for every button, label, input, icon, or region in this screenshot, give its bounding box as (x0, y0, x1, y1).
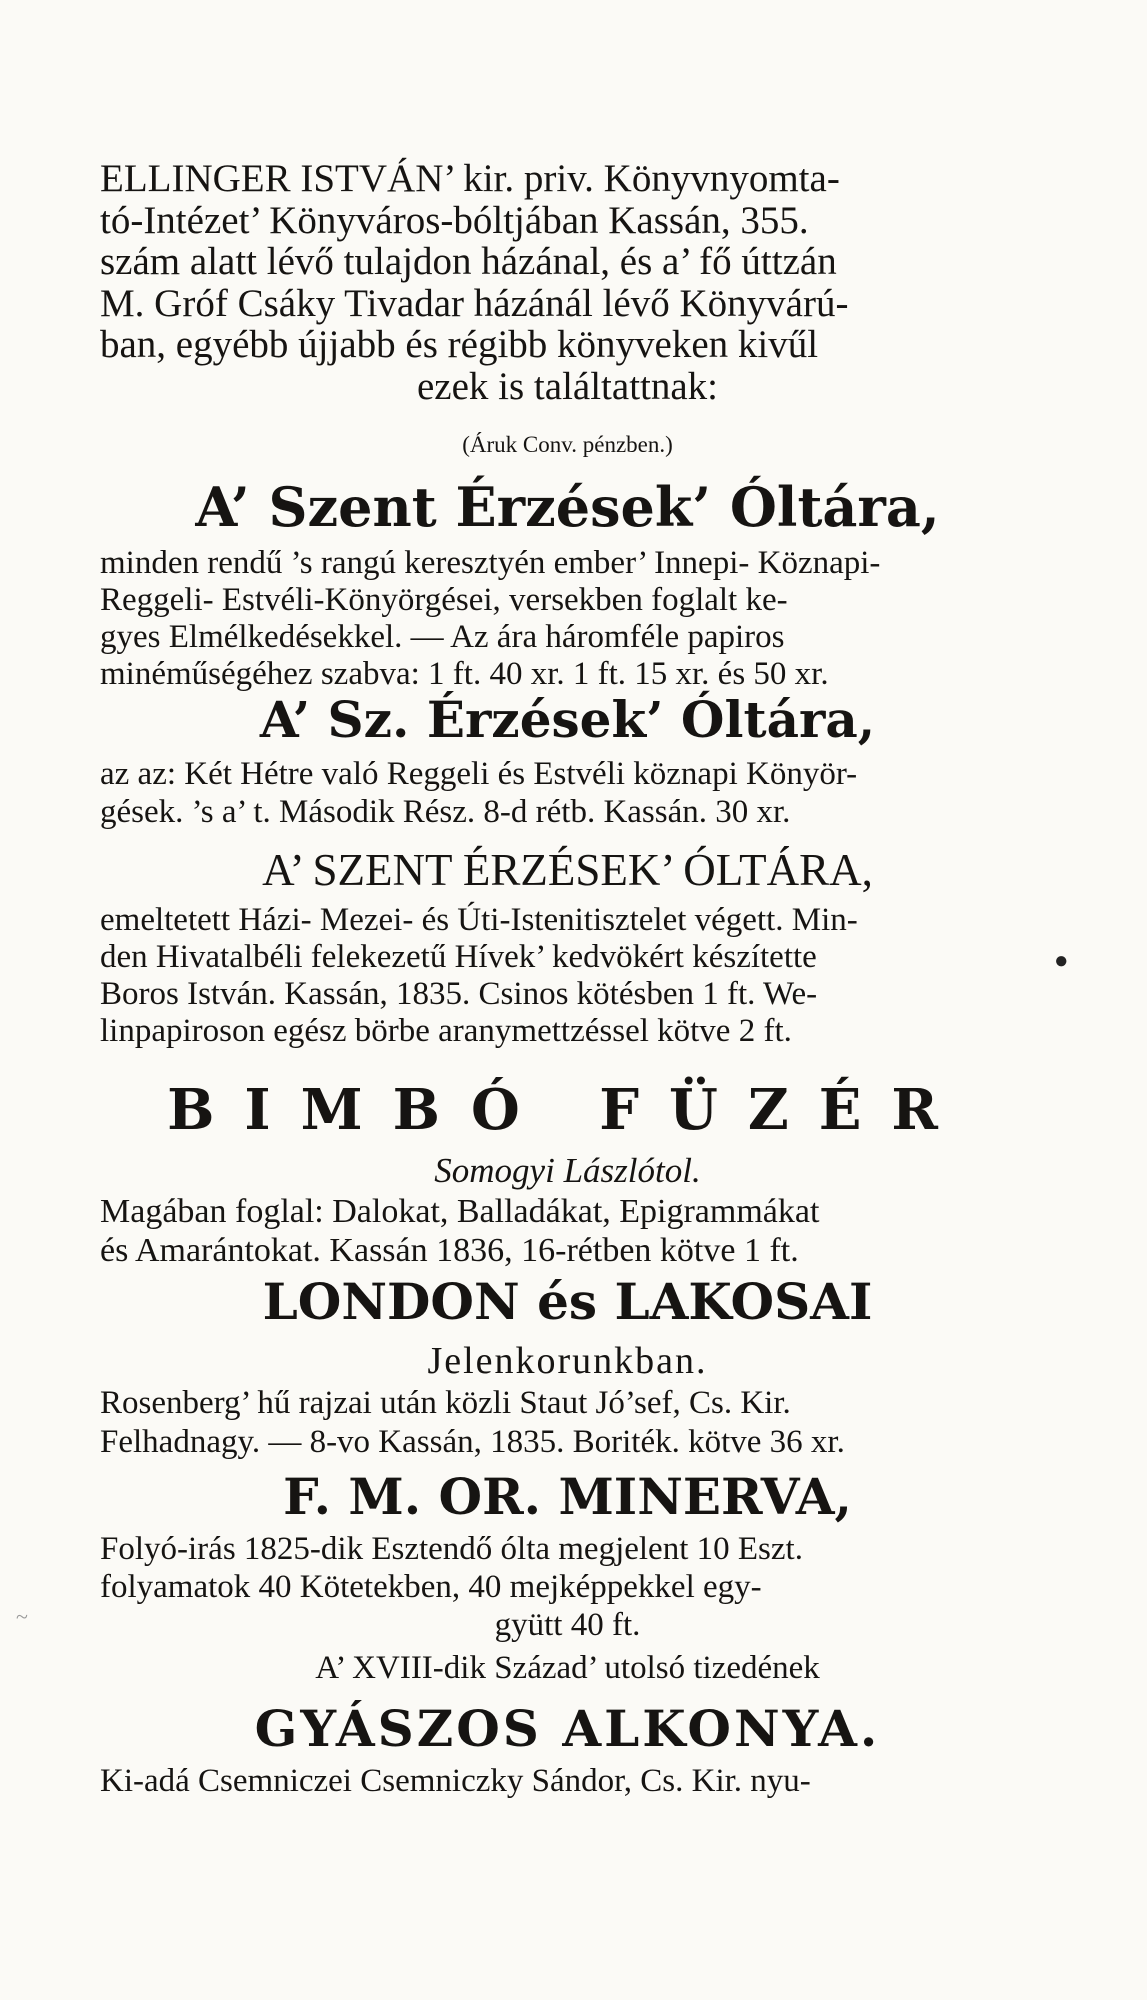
entry-line: és Amarántokat. Kassán 1836, 16-rétben kötve 1 ft. (100, 1232, 799, 1269)
entry-pre-title: A’ XVIII-dik Század’ utolsó tizedének (315, 1650, 820, 1686)
entry-body (100, 1192, 1035, 1270)
entry-line: folyamatok 40 Kötetekben, 40 mejképpekkel egy- (100, 1569, 762, 1605)
entry-subtitle: Somogyi Lászlótol. (434, 1151, 701, 1190)
entry-line: Reggeli- Estvéli-Könyörgései, versekben foglalt ke- (100, 582, 788, 618)
entry-line: linpapiroson egész börbe aranymettzéssel kötve 2 ft. (100, 1013, 792, 1049)
intro-line: ban, egyébb újjabb és régibb könyveken kivűl (100, 323, 819, 366)
entry-line: gések. ’s a’ t. Második Rész. 8-d rétb. Kassán. 30 xr. (100, 794, 791, 830)
entry-body (100, 1384, 1035, 1462)
entry-title: BIMBÓ FÜZÉR (167, 1077, 968, 1143)
entry-line: az az: Két Hétre való Reggeli és Estvéli köznapi Könyör- (100, 756, 858, 792)
entry-line: minéműségéhez szabva: 1 ft. 40 xr. 1 ft. 15 xr. és 50 xr. (100, 656, 829, 692)
entry-body (100, 1530, 1035, 1644)
entry-body (100, 755, 1035, 831)
entry-line: Folyó-irás 1825-dik Esztendő ólta megjelent 10 Eszt. (100, 1531, 803, 1567)
entry-body (100, 902, 1035, 1050)
intro-block (100, 158, 1035, 407)
entry-line: Ki-adá Csemniczei Csemniczky Sándor, Cs. Kir. nyu- (100, 1763, 811, 1799)
entry-body (100, 545, 1035, 693)
entry-title: LONDON és LAKOSAI (262, 1272, 873, 1331)
intro-line: ezek is találtattnak: (416, 364, 719, 408)
intro-line: tó-Intézet’ Könyváros-bóltjában Kassán, 355. (100, 198, 809, 242)
intro-line: szám alatt lévő tulajdon házánal, és a’ fő úttzán (100, 240, 837, 283)
entry-title: A’ Szent Érzések’ Óltára, (195, 475, 940, 539)
entry-line: Felhadnagy. — 8-vo Kassán, 1835. Boriték. kötve 36 xr. (100, 1424, 845, 1460)
entry-title: GYÁSZOS ALKONYA. (254, 1699, 881, 1758)
intro-line: ELLINGER ISTVÁN’ kir. priv. Könyvnyomta- (100, 157, 840, 200)
price-note: (Áruk Conv. pénzben.) (462, 432, 673, 457)
entry-line: gyütt 40 ft. (494, 1607, 641, 1643)
intro-line: M. Gróf Csáky Tivadar házánál lévő Könyvárú- (100, 281, 849, 325)
scan-speck: ● (1054, 948, 1069, 974)
entry-line: minden rendű ’s rangú keresztyén ember’ Innepi- Köznapi- (100, 545, 881, 581)
entry-line: Boros István. Kassán, 1835. Csinos kötésben 1 ft. We- (100, 976, 818, 1012)
entry-title: A’ Sz. Érzések’ Óltára, (259, 690, 876, 749)
entry-line: emeltetett Házi- Mezei- és Úti-Istenitisztelet végett. Min- (100, 902, 858, 938)
scan-speck: ~ (16, 1604, 28, 1629)
entry-line: Magában foglal: Dalokat, Balladákat, Epigrammákat (100, 1193, 820, 1230)
entry-body (100, 1762, 1035, 1800)
entry-line: Rosenberg’ hű rajzai után közli Staut Jó’sef, Cs. Kir. (100, 1385, 791, 1421)
entry-line: den Hivatalbéli felekezetű Hívek’ kedvökért készítette (100, 939, 817, 975)
entry-title: A’ SZENT ÉRZÉSEK’ ÓLTÁRA, (262, 845, 873, 895)
entry-line: gyes Elmélkedésekkel. — Az ára háromféle papiros (100, 619, 785, 655)
entry-subtitle: Jelenkorunkban. (427, 1340, 708, 1382)
entry-title: F. M. OR. MINERVA, (283, 1467, 852, 1526)
